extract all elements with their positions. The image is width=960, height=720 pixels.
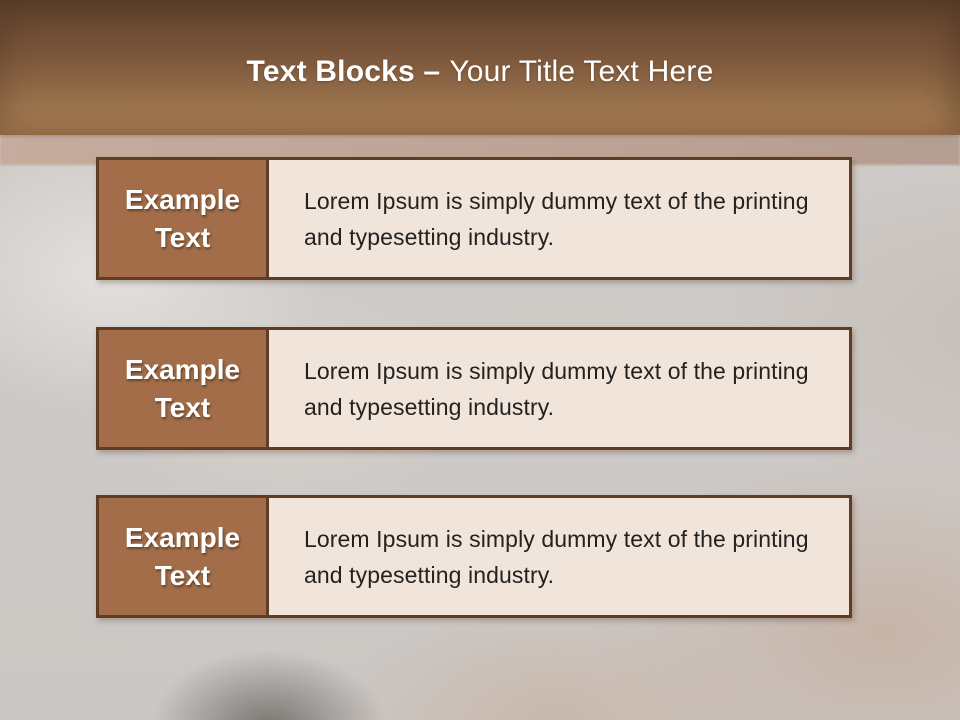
text-block-1-body-text: Lorem Ipsum is simply dummy text of the printing and typesetting industry. [304,187,809,250]
text-block-2-label-text: Example Text [124,353,241,423]
text-block-2-label [99,330,269,447]
slide-title [0,52,960,92]
text-block-2 [96,327,852,450]
title-bar [0,0,960,135]
text-block-2-body [269,330,849,447]
text-block-1-label [99,160,269,277]
text-block-3-label-text: Example Text [124,521,241,591]
text-block-3-label [99,498,269,615]
text-block-3-body-text: Lorem Ipsum is simply dummy text of the printing and typesetting industry. [304,525,809,588]
text-block-1-label-text: Example Text [124,183,241,253]
text-block-2-body-text: Lorem Ipsum is simply dummy text of the printing and typesetting industry. [304,357,809,420]
slide-title-bold-segment: Text Blocks – [246,55,441,88]
text-block-1-body [269,160,849,277]
slide-title-regular-segment: Your Title Text Here [449,55,714,88]
text-block-1 [96,157,852,280]
text-block-3 [96,495,852,618]
text-block-3-body [269,498,849,615]
